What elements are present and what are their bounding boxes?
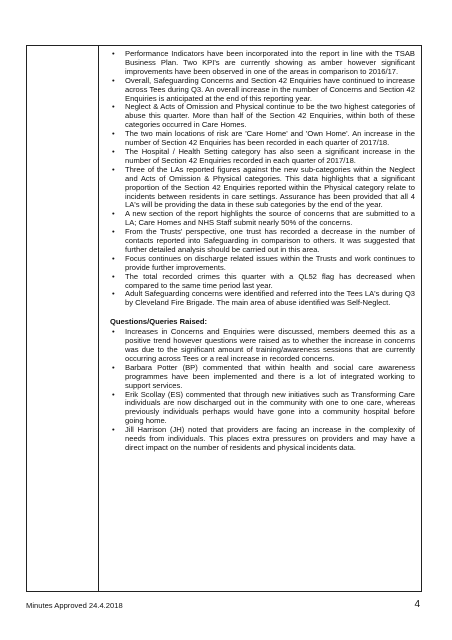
minutes-content-cell <box>110 50 415 453</box>
list-item <box>110 50 415 77</box>
list-item-text: Jill Harrison (JH) noted that providers are facing an increase in the complexity of needs from individuals. This places extra pressures on providers and may have a direct impact on the number of residents and physical incidents data. <box>125 425 415 452</box>
minutes-table <box>26 45 422 592</box>
list-item <box>110 391 415 427</box>
column-divider <box>98 46 99 591</box>
page-number: 4 <box>414 599 420 610</box>
list-item-text: Three of the LAs reported figures against the new sub-categories within the Neglect and Acts of Omission & Physical categories. This data highlights that a significant proportion of the Section 42 Enquiries reported within the Physical category relate to incidents between residents in care settings. Assurance has been provided that all 4 LA's will be providing the data in these sub categories by the end of the year. <box>125 164 415 210</box>
list-item-text: Neglect & Acts of Omission and Physical continue to be the two highest categories of abuse this quarter. More than half of the Section 42 Enquiries, within both of these categories occurred in Care Homes. <box>125 102 415 130</box>
bullet-icon: • <box>112 164 115 174</box>
list-item-text: Overall, Safeguarding Concerns and Section 42 Enquiries have continued to increase across Tees during Q3. An overall increase in the number of Concerns and Section 42 Enquiries is anticipated at the end of this reporting year. <box>125 75 415 103</box>
bullet-icon: • <box>112 102 115 112</box>
list-item <box>110 166 415 211</box>
bullet-icon: • <box>112 327 115 337</box>
list-item-text: Increases in Concerns and Enquiries were discussed, members deemed this as a positive trend however questions were raised as to whether the increase in concerns was due to the significant amount of training/awareness sessions that are currently occurring across Tees or a real increase in recorded concerns. <box>125 327 415 363</box>
list-item-text: The Hospital / Health Setting category has also seen a significant increase in the number of Section 42 Enquiries recorded in each quarter of 2017/18. <box>125 146 415 165</box>
bullet-icon: • <box>112 253 115 263</box>
list-item-text: The total recorded crimes this quarter with a QL52 flag has decreased when compared to the same time period last year. <box>125 271 415 290</box>
list-item <box>110 426 415 453</box>
list-item <box>110 77 415 104</box>
bullet-icon: • <box>112 289 115 299</box>
list-item <box>110 103 415 130</box>
bullet-icon: • <box>112 49 115 58</box>
list-item-text: A new section of the report highlights the source of concerns that are submitted to a LA; Care Homes and NHS Staff submit nearly 50% of the concerns. <box>125 209 415 228</box>
list-item <box>110 210 415 228</box>
questions-bullet-list <box>110 328 415 453</box>
bullet-icon: • <box>112 389 115 399</box>
bullet-icon: • <box>112 227 115 237</box>
minutes-approved-footer: Minutes Approved 24.4.2018 <box>26 601 123 610</box>
list-item-text: Adult Safeguarding concerns were identified and referred into the Tees LA's during Q3 by Cleveland Fire Brigade. The main area of abuse identified was Self-Neglect. <box>125 289 415 308</box>
list-item-text: Erik Scollay (ES) commented that through new initiatives such as Transforming Care individuals are now discharged out in the community with one to one care, whereas previously individuals perhaps would have gone into a community hospital before going home. <box>125 389 415 426</box>
list-item-text: From the Trusts' perspective, one trust has recorded a decrease in the number of contacts reported into Safeguarding in comparison to others. It was suggested that further detailed analysis should be carried out in this area. <box>125 227 415 254</box>
bullet-icon: • <box>112 362 115 372</box>
list-item <box>110 228 415 255</box>
list-item <box>110 364 415 391</box>
list-item <box>110 255 415 273</box>
list-item-text: Focus continues on discharge related issues within the Trusts and work continues to provide further improvements. <box>125 253 415 272</box>
performance-bullet-list <box>110 50 415 308</box>
list-item <box>110 148 415 166</box>
list-item <box>110 328 415 364</box>
list-item-text: The two main locations of risk are 'Care Home' and 'Own Home'. An increase in the number of Section 42 Enquiries has been recorded in each quarter of 2017/18. <box>125 129 415 148</box>
bullet-icon: • <box>112 75 115 85</box>
bullet-icon: • <box>112 209 115 219</box>
bullet-icon: • <box>112 271 115 281</box>
bullet-icon: • <box>112 425 115 435</box>
list-item <box>110 273 415 291</box>
list-item-text: Barbara Potter (BP) commented that within health and social care awareness programmes have been implemented and there is a lot of integrated working to support services. <box>125 362 415 390</box>
list-item <box>110 130 415 148</box>
bullet-icon: • <box>112 129 115 139</box>
questions-heading: Questions/Queries Raised: <box>110 317 208 327</box>
list-item <box>110 290 415 308</box>
bullet-icon: • <box>112 146 115 156</box>
list-item-text: Performance Indicators have been incorporated into the report in line with the TSAB Business Plan. Two KPI's are currently showing as amber however significant improvements have been observed in one of the areas in comparison to 2016/17. <box>125 49 415 76</box>
